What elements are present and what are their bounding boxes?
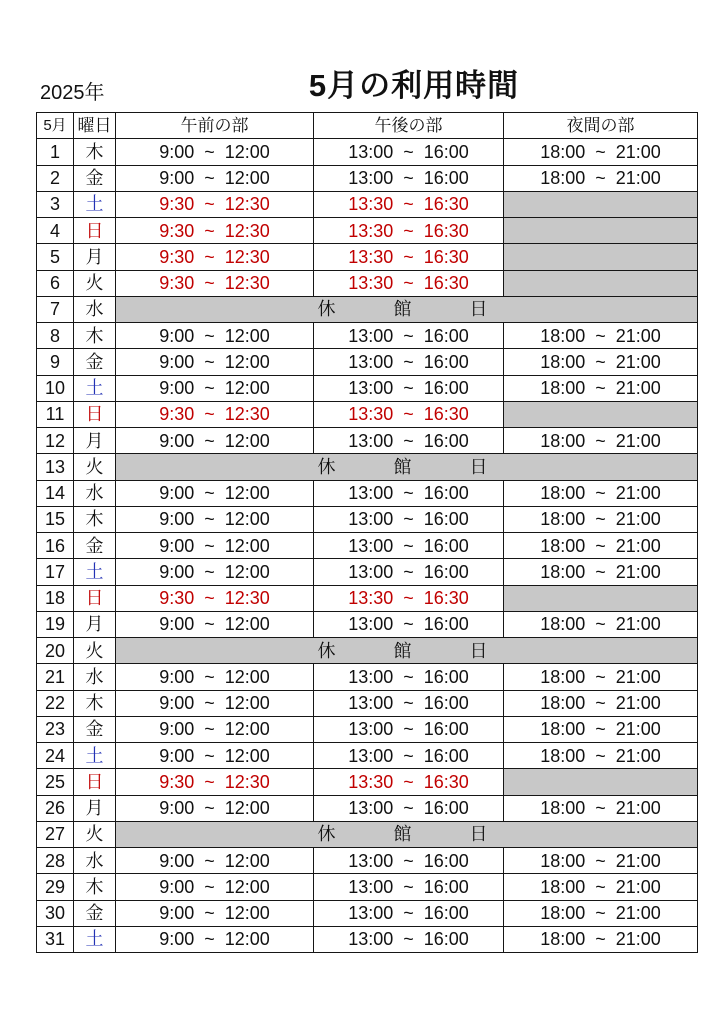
- table-row: [37, 559, 698, 585]
- morning-cell: 9:30 ~ 12:30: [116, 270, 314, 296]
- evening-cell: 18:00 ~ 21:00: [504, 926, 698, 952]
- evening-cell: 18:00 ~ 21:00: [504, 874, 698, 900]
- morning-cell: 9:00 ~ 12:00: [116, 716, 314, 742]
- afternoon-cell: 13:00 ~ 16:00: [314, 664, 504, 690]
- weekday-cell: 土: [74, 375, 116, 401]
- table-row: [37, 401, 698, 427]
- table-row: [37, 244, 698, 270]
- morning-cell: 9:00 ~ 12:00: [116, 349, 314, 375]
- morning-cell: 9:00 ~ 12:00: [116, 428, 314, 454]
- evening-cell: 18:00 ~ 21:00: [504, 743, 698, 769]
- table-row: [37, 874, 698, 900]
- table-row: [37, 611, 698, 637]
- weekday-cell: 金: [74, 716, 116, 742]
- weekday-cell: 土: [74, 559, 116, 585]
- morning-cell: 9:00 ~ 12:00: [116, 375, 314, 401]
- weekday-cell: 火: [74, 638, 116, 664]
- table-row: [37, 323, 698, 349]
- afternoon-cell: 13:30 ~ 16:30: [314, 218, 504, 244]
- evening-cell: 18:00 ~ 21:00: [504, 559, 698, 585]
- day-cell: 16: [37, 533, 74, 559]
- weekday-cell: 金: [74, 165, 116, 191]
- header-evening: 夜間の部: [504, 113, 698, 139]
- day-cell: 17: [37, 559, 74, 585]
- day-cell: 10: [37, 375, 74, 401]
- morning-cell: 9:00 ~ 12:00: [116, 506, 314, 532]
- afternoon-cell: 13:00 ~ 16:00: [314, 848, 504, 874]
- morning-cell: 9:00 ~ 12:00: [116, 559, 314, 585]
- page-title: 5月の利用時間: [308, 68, 520, 103]
- weekday-cell: 月: [74, 611, 116, 637]
- table-row: [37, 218, 698, 244]
- afternoon-cell: 13:30 ~ 16:30: [314, 769, 504, 795]
- weekday-cell: 水: [74, 296, 116, 322]
- day-cell: 9: [37, 349, 74, 375]
- weekday-cell: 木: [74, 323, 116, 349]
- table-row: [37, 638, 698, 664]
- afternoon-cell: 13:00 ~ 16:00: [314, 795, 504, 821]
- weekday-cell: 土: [74, 926, 116, 952]
- day-cell: 19: [37, 611, 74, 637]
- weekday-cell: 金: [74, 349, 116, 375]
- afternoon-cell: 13:00 ~ 16:00: [314, 506, 504, 532]
- weekday-cell: 日: [74, 585, 116, 611]
- header-row: [37, 113, 698, 139]
- evening-cell: [504, 244, 698, 270]
- day-cell: 27: [37, 821, 74, 847]
- table-row: [37, 585, 698, 611]
- day-cell: 6: [37, 270, 74, 296]
- morning-cell: 9:30 ~ 12:30: [116, 769, 314, 795]
- day-cell: 5: [37, 244, 74, 270]
- evening-cell: 18:00 ~ 21:00: [504, 533, 698, 559]
- weekday-cell: 火: [74, 821, 116, 847]
- afternoon-cell: 13:00 ~ 16:00: [314, 690, 504, 716]
- day-cell: 8: [37, 323, 74, 349]
- weekday-cell: 木: [74, 506, 116, 532]
- day-cell: 13: [37, 454, 74, 480]
- afternoon-cell: 13:00 ~ 16:00: [314, 900, 504, 926]
- evening-cell: [504, 585, 698, 611]
- morning-cell: 9:00 ~ 12:00: [116, 900, 314, 926]
- evening-cell: 18:00 ~ 21:00: [504, 139, 698, 165]
- closed-label: 休館日: [317, 824, 546, 845]
- evening-cell: [504, 191, 698, 217]
- day-cell: 23: [37, 716, 74, 742]
- morning-cell: 9:00 ~ 12:00: [116, 926, 314, 952]
- table-row: [37, 296, 698, 322]
- table-row: [37, 821, 698, 847]
- day-cell: 7: [37, 296, 74, 322]
- evening-cell: 18:00 ~ 21:00: [504, 664, 698, 690]
- afternoon-cell: 13:00 ~ 16:00: [314, 533, 504, 559]
- weekday-cell: 水: [74, 848, 116, 874]
- weekday-cell: 木: [74, 139, 116, 165]
- table-row: [37, 428, 698, 454]
- header-weekday: 曜日: [74, 113, 116, 139]
- table-row: [37, 690, 698, 716]
- afternoon-cell: 13:00 ~ 16:00: [314, 611, 504, 637]
- morning-cell: 9:00 ~ 12:00: [116, 165, 314, 191]
- closed-cell: [116, 296, 698, 322]
- table-row: [37, 139, 698, 165]
- morning-cell: 9:30 ~ 12:30: [116, 218, 314, 244]
- closed-label: 休館日: [317, 299, 546, 320]
- table-row: [37, 349, 698, 375]
- table-row: [37, 795, 698, 821]
- table-row: [37, 165, 698, 191]
- morning-cell: 9:00 ~ 12:00: [116, 690, 314, 716]
- evening-cell: 18:00 ~ 21:00: [504, 716, 698, 742]
- day-cell: 4: [37, 218, 74, 244]
- weekday-cell: 木: [74, 690, 116, 716]
- table-row: [37, 900, 698, 926]
- evening-cell: 18:00 ~ 21:00: [504, 506, 698, 532]
- schedule-body: [37, 139, 698, 953]
- day-cell: 2: [37, 165, 74, 191]
- evening-cell: 18:00 ~ 21:00: [504, 323, 698, 349]
- weekday-cell: 月: [74, 428, 116, 454]
- afternoon-cell: 13:30 ~ 16:30: [314, 244, 504, 270]
- evening-cell: 18:00 ~ 21:00: [504, 349, 698, 375]
- weekday-cell: 木: [74, 874, 116, 900]
- morning-cell: 9:00 ~ 12:00: [116, 611, 314, 637]
- morning-cell: 9:30 ~ 12:30: [116, 191, 314, 217]
- evening-cell: [504, 401, 698, 427]
- day-cell: 31: [37, 926, 74, 952]
- header-morning: 午前の部: [116, 113, 314, 139]
- table-row: [37, 533, 698, 559]
- weekday-cell: 日: [74, 218, 116, 244]
- day-cell: 14: [37, 480, 74, 506]
- day-cell: 18: [37, 585, 74, 611]
- day-cell: 3: [37, 191, 74, 217]
- weekday-cell: 土: [74, 743, 116, 769]
- morning-cell: 9:00 ~ 12:00: [116, 323, 314, 349]
- afternoon-cell: 13:00 ~ 16:00: [314, 480, 504, 506]
- morning-cell: 9:00 ~ 12:00: [116, 848, 314, 874]
- table-row: [37, 191, 698, 217]
- evening-cell: 18:00 ~ 21:00: [504, 480, 698, 506]
- weekday-cell: 日: [74, 401, 116, 427]
- afternoon-cell: 13:00 ~ 16:00: [314, 349, 504, 375]
- closed-cell: [116, 454, 698, 480]
- usage-hours-table: [36, 112, 698, 953]
- table-row: [37, 506, 698, 532]
- afternoon-cell: 13:30 ~ 16:30: [314, 270, 504, 296]
- table-row: [37, 270, 698, 296]
- day-cell: 29: [37, 874, 74, 900]
- day-cell: 21: [37, 664, 74, 690]
- day-cell: 22: [37, 690, 74, 716]
- day-cell: 15: [37, 506, 74, 532]
- evening-cell: 18:00 ~ 21:00: [504, 848, 698, 874]
- afternoon-cell: 13:00 ~ 16:00: [314, 165, 504, 191]
- table-row: [37, 848, 698, 874]
- table-row: [37, 664, 698, 690]
- afternoon-cell: 13:00 ~ 16:00: [314, 375, 504, 401]
- weekday-cell: 水: [74, 480, 116, 506]
- morning-cell: 9:00 ~ 12:00: [116, 874, 314, 900]
- afternoon-cell: 13:00 ~ 16:00: [314, 323, 504, 349]
- afternoon-cell: 13:00 ~ 16:00: [314, 559, 504, 585]
- evening-cell: 18:00 ~ 21:00: [504, 795, 698, 821]
- closed-cell: [116, 638, 698, 664]
- evening-cell: 18:00 ~ 21:00: [504, 690, 698, 716]
- evening-cell: 18:00 ~ 21:00: [504, 611, 698, 637]
- morning-cell: 9:30 ~ 12:30: [116, 401, 314, 427]
- afternoon-cell: 13:30 ~ 16:30: [314, 191, 504, 217]
- afternoon-cell: 13:00 ~ 16:00: [314, 874, 504, 900]
- day-cell: 26: [37, 795, 74, 821]
- closed-label: 休館日: [317, 640, 546, 661]
- table-row: [37, 716, 698, 742]
- weekday-cell: 水: [74, 664, 116, 690]
- afternoon-cell: 13:00 ~ 16:00: [314, 743, 504, 769]
- evening-cell: 18:00 ~ 21:00: [504, 375, 698, 401]
- morning-cell: 9:00 ~ 12:00: [116, 480, 314, 506]
- evening-cell: [504, 769, 698, 795]
- table-row: [37, 769, 698, 795]
- afternoon-cell: 13:00 ~ 16:00: [314, 139, 504, 165]
- table-row: [37, 743, 698, 769]
- afternoon-cell: 13:00 ~ 16:00: [314, 716, 504, 742]
- evening-cell: 18:00 ~ 21:00: [504, 165, 698, 191]
- table-row: [37, 375, 698, 401]
- weekday-cell: 金: [74, 900, 116, 926]
- day-cell: 30: [37, 900, 74, 926]
- afternoon-cell: 13:30 ~ 16:30: [314, 401, 504, 427]
- evening-cell: [504, 218, 698, 244]
- day-cell: 20: [37, 638, 74, 664]
- evening-cell: 18:00 ~ 21:00: [504, 428, 698, 454]
- day-cell: 12: [37, 428, 74, 454]
- day-cell: 24: [37, 743, 74, 769]
- morning-cell: 9:00 ~ 12:00: [116, 664, 314, 690]
- day-cell: 1: [37, 139, 74, 165]
- morning-cell: 9:00 ~ 12:00: [116, 743, 314, 769]
- weekday-cell: 月: [74, 795, 116, 821]
- afternoon-cell: 13:00 ~ 16:00: [314, 428, 504, 454]
- header-month: 5月: [37, 113, 74, 139]
- morning-cell: 9:00 ~ 12:00: [116, 533, 314, 559]
- header-afternoon: 午後の部: [314, 113, 504, 139]
- table-row: [37, 454, 698, 480]
- closed-label: 休館日: [317, 456, 546, 477]
- year-label: 2025年: [40, 82, 105, 104]
- day-cell: 11: [37, 401, 74, 427]
- closed-cell: [116, 821, 698, 847]
- weekday-cell: 火: [74, 454, 116, 480]
- morning-cell: 9:00 ~ 12:00: [116, 795, 314, 821]
- morning-cell: 9:00 ~ 12:00: [116, 139, 314, 165]
- day-cell: 28: [37, 848, 74, 874]
- morning-cell: 9:30 ~ 12:30: [116, 244, 314, 270]
- table-row: [37, 926, 698, 952]
- afternoon-cell: 13:00 ~ 16:00: [314, 926, 504, 952]
- morning-cell: 9:30 ~ 12:30: [116, 585, 314, 611]
- weekday-cell: 月: [74, 244, 116, 270]
- weekday-cell: 日: [74, 769, 116, 795]
- weekday-cell: 火: [74, 270, 116, 296]
- evening-cell: 18:00 ~ 21:00: [504, 900, 698, 926]
- evening-cell: [504, 270, 698, 296]
- table-row: [37, 480, 698, 506]
- afternoon-cell: 13:30 ~ 16:30: [314, 585, 504, 611]
- weekday-cell: 金: [74, 533, 116, 559]
- weekday-cell: 土: [74, 191, 116, 217]
- day-cell: 25: [37, 769, 74, 795]
